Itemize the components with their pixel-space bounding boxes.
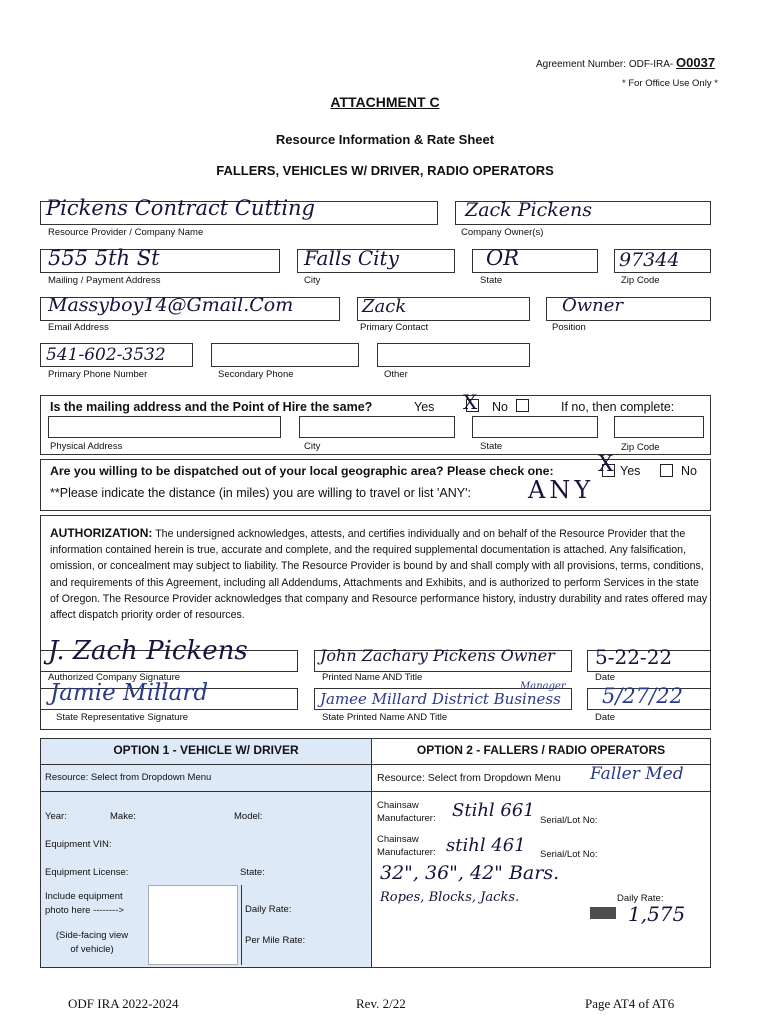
option2-heading: OPTION 2 - FALLERS / RADIO OPERATORS <box>416 743 666 757</box>
option1-side-label-line1: (Side-facing view <box>55 930 129 941</box>
physical-address-field[interactable] <box>48 416 281 438</box>
option1-heading: OPTION 1 - VEHICLE W/ DRIVER <box>113 743 299 757</box>
physical-address-label: Physical Address <box>50 441 123 452</box>
physical-state-field[interactable] <box>472 416 598 438</box>
state-date-value: 5/27/22 <box>602 684 683 708</box>
company-name-value: Pickens Contract Cutting <box>46 196 316 220</box>
physical-city-label: City <box>304 441 321 452</box>
footer-revision: Rev. 2/22 <box>356 996 406 1011</box>
option2-chainsaw1-label-line1: Chainsaw <box>377 800 419 811</box>
authorization-body: The undersigned acknowledges, attests, and certifies individually and on behalf of the Resource Provider that the information contained herein is true, accurate and complete, and the required supplemental documentation is attached. Any falsification, omission, or concealment may subject to liability. The Resource Provider is bound by and shall comply with all provisions, terms, conditions, and requirements of this Agreement, including all Addendums, Attachments and Exhibits, and is authorized to perform Services in the state of Oregon. The Resource Provider acknowledges that company and Resource performance history, industry durability and rates offered may affect dispatch priority order of resources. <box>50 528 708 622</box>
option2-bars-value: 32", 36", 42" Bars. <box>380 862 560 884</box>
option1-resource-label[interactable]: Resource: Select from Dropdown Menu <box>45 772 212 783</box>
option2-serial1-label: Serial/Lot No: <box>540 815 598 826</box>
point-of-hire-question: Is the mailing address and the Point of Hire the same? <box>50 400 373 414</box>
point-of-hire-if-no: If no, then complete: <box>561 400 675 414</box>
option1-side-label <box>45 929 139 957</box>
option2-chainsaw1-label-line2: Manufacturer: <box>377 813 436 824</box>
option2-chainsaw2-label-line1: Chainsaw <box>377 834 419 845</box>
printed-name-value: John Zachary Pickens Owner <box>320 646 555 665</box>
email-value: Massyboy14@Gmail.Com <box>48 294 294 316</box>
footer-form-id: ODF IRA 2022-2024 <box>68 996 179 1011</box>
state-label: State <box>480 275 503 286</box>
physical-zip-label: Zip Code <box>621 442 660 453</box>
point-of-hire-no-label: No <box>492 400 508 414</box>
state-value: OR <box>486 246 520 270</box>
city-label: City <box>304 275 321 286</box>
option2-resource-value: Faller Med <box>590 764 684 784</box>
option1-photo-label <box>45 890 124 918</box>
option1-photo-label-line1: Include equipment <box>45 891 123 902</box>
point-of-hire-no-checkbox[interactable] <box>516 399 529 412</box>
state-printed-name-extra: Manager <box>520 681 566 692</box>
point-of-hire-yes-label: Yes <box>414 400 435 414</box>
agreement-label: Agreement Number: ODF-IRA- <box>536 59 674 70</box>
physical-city-field[interactable] <box>299 416 455 438</box>
office-use-note: * For Office Use Only * <box>622 78 718 89</box>
point-of-hire-yes-mark: X <box>463 390 478 414</box>
option2-chainsaw2-value: stihl 461 <box>446 835 526 856</box>
option2-chainsaw2-label-line2: Manufacturer: <box>377 847 436 858</box>
option1-year-label: Year: <box>45 811 67 822</box>
option1-vin-label: Equipment VIN: <box>45 839 112 850</box>
state-printed-name-value: Jamee Millard District Business <box>320 690 561 708</box>
option2-daily-rate-value: 1,575 <box>628 902 686 926</box>
option2-daily-rate-strikeout <box>590 907 616 919</box>
company-name-label: Resource Provider / Company Name <box>48 227 204 238</box>
option2-resource-label[interactable]: Resource: Select from Dropdown Menu <box>377 772 561 784</box>
agreement-number: O0037 <box>676 55 716 70</box>
option1-state-label: State: <box>240 867 265 878</box>
option1-daily-rate-label: Daily Rate: <box>245 904 292 915</box>
email-label: Email Address <box>48 322 109 333</box>
primary-contact-label: Primary Contact <box>360 322 429 333</box>
option1-side-label-line2: of vehicle) <box>70 944 114 955</box>
other-field[interactable] <box>377 343 530 367</box>
mailing-address-value: 555 5th St <box>48 246 160 270</box>
mailing-address-label: Mailing / Payment Address <box>48 275 161 286</box>
state-printed-name-label: State Printed Name AND Title <box>322 712 448 723</box>
option2-serial2-label: Serial/Lot No: <box>540 849 598 860</box>
date-label: Date <box>595 672 616 683</box>
option1-model-label: Model: <box>234 811 263 822</box>
dispatch-yes-label: Yes <box>620 464 641 478</box>
city-value: Falls City <box>304 246 399 270</box>
dispatch-distance-text: **Please indicate the distance (in miles) you are willing to travel or list 'ANY': <box>50 486 471 500</box>
option2-extras-value: Ropes, Blocks, Jacks. <box>380 890 520 905</box>
option1-license-label: Equipment License: <box>45 867 129 878</box>
secondary-phone-label: Secondary Phone <box>218 369 294 380</box>
footer-page: Page AT4 of AT6 <box>585 996 675 1011</box>
primary-phone-value: 541-602-3532 <box>46 345 166 365</box>
physical-zip-field[interactable] <box>614 416 704 438</box>
company-owner-label: Company Owner(s) <box>461 227 544 238</box>
physical-state-label: State <box>480 441 503 452</box>
option1-rate-box <box>241 885 372 965</box>
company-owner-value: Zack Pickens <box>465 199 592 221</box>
options-resource-divider <box>40 791 711 792</box>
agreement-number-line <box>536 55 715 70</box>
attachment-title: ATTACHMENT C <box>330 94 440 110</box>
option1-photo-label-line2: photo here --------> <box>45 905 124 916</box>
sheet-title: Resource Information & Rate Sheet <box>275 132 495 147</box>
option1-per-mile-label: Per Mile Rate: <box>245 935 306 946</box>
option2-chainsaw1-value: Stihl 661 <box>452 800 535 821</box>
option2-daily-rate-label: Daily Rate: <box>617 893 664 904</box>
category-title: FALLERS, VEHICLES W/ DRIVER, RADIO OPERATORS <box>216 163 554 178</box>
primary-phone-label: Primary Phone Number <box>48 369 148 380</box>
secondary-phone-field[interactable] <box>211 343 359 367</box>
zip-value: 97344 <box>619 249 680 271</box>
other-label: Other <box>384 369 408 380</box>
printed-name-label: Printed Name AND Title <box>322 672 423 683</box>
dispatch-no-checkbox[interactable] <box>660 464 673 477</box>
state-date-label: Date <box>595 712 616 723</box>
company-signature-label: Authorized Company Signature <box>48 672 181 683</box>
dispatch-distance-value: ANY <box>528 476 595 504</box>
state-signature-value: Jamie Millard <box>50 680 209 706</box>
zip-label: Zip Code <box>621 275 660 286</box>
position-label: Position <box>552 322 586 333</box>
dispatch-question: Are you willing to be dispatched out of your local geographic area? Please check one: <box>50 464 554 478</box>
dispatch-no-label: No <box>681 464 697 478</box>
state-signature-label: State Representative Signature <box>56 712 189 723</box>
authorization-heading: AUTHORIZATION: <box>50 526 153 540</box>
option1-photo-box[interactable] <box>148 885 238 965</box>
option2-chainsaw2-label <box>377 833 436 859</box>
option2-chainsaw1-label <box>377 799 436 825</box>
authorization-text <box>50 525 710 623</box>
position-value: Owner <box>562 295 624 316</box>
primary-contact-value: Zack <box>362 296 407 317</box>
option1-make-label: Make: <box>110 811 136 822</box>
dispatch-yes-mark: X <box>598 452 614 477</box>
company-signature-value: J. Zach Pickens <box>48 636 248 666</box>
date-value: 5-22-22 <box>595 645 673 669</box>
